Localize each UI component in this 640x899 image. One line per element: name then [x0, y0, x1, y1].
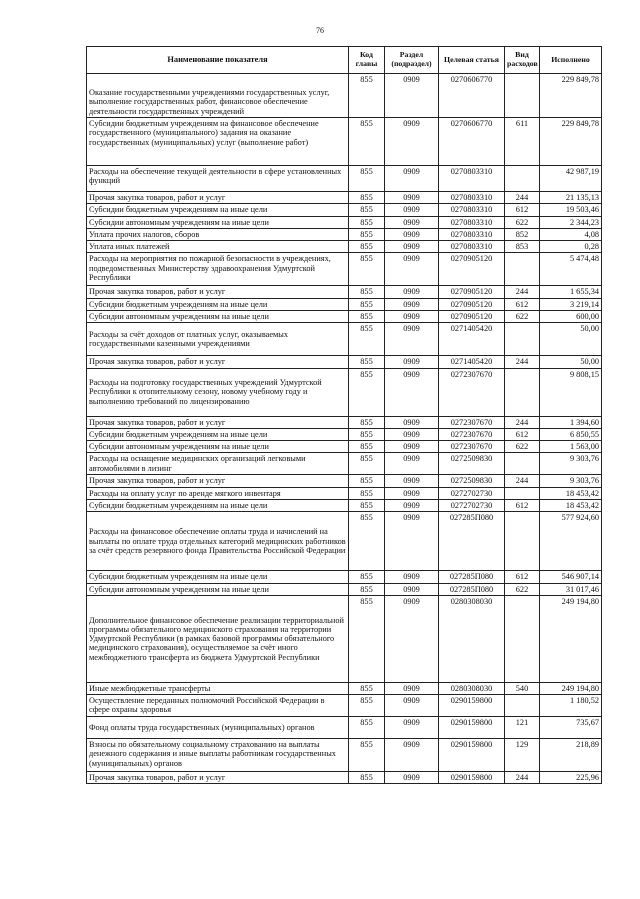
cell-name: Субсидии автономным учреждениям на иные цели: [87, 583, 349, 595]
cell-section: 0909: [385, 571, 439, 583]
cell-amount: 546 907,14: [540, 571, 602, 583]
cell-target: 0280308030: [439, 682, 505, 694]
cell-target: 0272702730: [439, 487, 505, 499]
cell-amount: 249 194,80: [540, 595, 602, 682]
cell-section: 0909: [385, 428, 439, 440]
cell-section: 0909: [385, 739, 439, 772]
cell-target: 0290159800: [439, 772, 505, 784]
cell-code: 855: [349, 717, 385, 739]
cell-target: 0270905120: [439, 286, 505, 298]
cell-section: 0909: [385, 74, 439, 118]
cell-target: 0270905120: [439, 253, 505, 286]
cell-name: Прочая закупка товаров, работ и услуг: [87, 772, 349, 784]
cell-amount: 229 849,78: [540, 74, 602, 118]
cell-target: 0270905120: [439, 298, 505, 310]
cell-amount: 218,89: [540, 739, 602, 772]
cell-target: 0270803310: [439, 166, 505, 192]
cell-name: Субсидии автономным учреждениям на иные цели: [87, 310, 349, 322]
cell-name: Субсидии бюджетным учреждениям на иные цели: [87, 499, 349, 511]
cell-target: 027285П080: [439, 512, 505, 571]
cell-section: 0909: [385, 512, 439, 571]
cell-type: 622: [505, 310, 540, 322]
cell-code: 855: [349, 204, 385, 216]
cell-amount: 3 219,14: [540, 298, 602, 310]
cell-name: Уплата иных платежей: [87, 241, 349, 253]
table-row: [87, 192, 602, 204]
cell-target: 0272307670: [439, 441, 505, 453]
cell-code: 855: [349, 228, 385, 240]
cell-type: [505, 453, 540, 475]
cell-name: Дополнительное финансовое обеспечение реализации территориальной программы обязательного медицинского страхования на территории Удмуртской Республики (в рамках базовой программы обязательного медицинского страхования), осуществляемое за счёт иного межбюджетного трансферта из бюджета Удмуртской Республики: [87, 595, 349, 682]
cell-target: 0270803310: [439, 241, 505, 253]
cell-amount: 1 563,00: [540, 441, 602, 453]
table-body: [87, 74, 602, 784]
table-row: [87, 441, 602, 453]
cell-type: 622: [505, 583, 540, 595]
cell-name: Субсидии бюджетным учреждениям на иные цели: [87, 571, 349, 583]
cell-name: Иные межбюджетные трансферты: [87, 682, 349, 694]
cell-code: 855: [349, 441, 385, 453]
cell-code: 855: [349, 571, 385, 583]
cell-name: Расходы на финансовое обеспечение оплаты труда и начислений на выплаты по оплате труда отдельных категорий медицинских работников за счёт средств резервного фонда Правительства Российской Федерации: [87, 512, 349, 571]
cell-target: 0272702730: [439, 499, 505, 511]
cell-amount: 1 180,52: [540, 695, 602, 717]
table-row: [87, 228, 602, 240]
cell-type: [505, 253, 540, 286]
cell-type: 244: [505, 192, 540, 204]
table-row: [87, 216, 602, 228]
table-row: [87, 74, 602, 118]
cell-section: 0909: [385, 453, 439, 475]
cell-name: Субсидии автономным учреждениям на иные цели: [87, 441, 349, 453]
cell-code: 855: [349, 368, 385, 416]
cell-name: Прочая закупка товаров, работ и услуг: [87, 475, 349, 487]
cell-target: 0290159800: [439, 695, 505, 717]
cell-amount: 225,96: [540, 772, 602, 784]
cell-amount: 5 474,48: [540, 253, 602, 286]
cell-section: 0909: [385, 717, 439, 739]
cell-name: Оказание государственными учреждениями государственных услуг, выполнение государственных работ, финансовое обеспечение деятельности государственных учреждений: [87, 74, 349, 118]
cell-target: 0271405420: [439, 323, 505, 356]
cell-type: 612: [505, 298, 540, 310]
cell-type: [505, 512, 540, 571]
cell-section: 0909: [385, 253, 439, 286]
cell-amount: 1 655,34: [540, 286, 602, 298]
cell-amount: 50,00: [540, 323, 602, 356]
table-row: [87, 286, 602, 298]
cell-section: 0909: [385, 204, 439, 216]
cell-name: Субсидии бюджетным учреждениям на финансовое обеспечение государственного (муниципального) задания на оказание государственных (муниципальных) услуг (выполнение работ): [87, 118, 349, 166]
table-row: [87, 416, 602, 428]
cell-target: 0272307670: [439, 368, 505, 416]
cell-amount: 0,28: [540, 241, 602, 253]
cell-amount: 21 135,13: [540, 192, 602, 204]
cell-code: 855: [349, 739, 385, 772]
table-row: [87, 487, 602, 499]
cell-amount: 1 394,60: [540, 416, 602, 428]
cell-section: 0909: [385, 499, 439, 511]
cell-type: 244: [505, 772, 540, 784]
cell-target: 0270606770: [439, 74, 505, 118]
cell-type: [505, 595, 540, 682]
cell-code: 855: [349, 595, 385, 682]
cell-amount: 577 924,60: [540, 512, 602, 571]
cell-code: 855: [349, 241, 385, 253]
cell-type: 612: [505, 571, 540, 583]
cell-name: Субсидии бюджетным учреждениям на иные цели: [87, 428, 349, 440]
cell-section: 0909: [385, 695, 439, 717]
table-row: [87, 475, 602, 487]
cell-type: [505, 74, 540, 118]
cell-section: 0909: [385, 241, 439, 253]
cell-amount: 735,67: [540, 717, 602, 739]
cell-target: 027285П080: [439, 571, 505, 583]
cell-code: 855: [349, 453, 385, 475]
cell-name: Расходы на оплату услуг по аренде мягкого инвентаря: [87, 487, 349, 499]
table-header-row: [87, 47, 602, 74]
cell-type: 612: [505, 499, 540, 511]
cell-section: 0909: [385, 682, 439, 694]
cell-section: 0909: [385, 583, 439, 595]
cell-target: 0272307670: [439, 428, 505, 440]
cell-section: 0909: [385, 118, 439, 166]
cell-code: 855: [349, 428, 385, 440]
cell-type: [505, 323, 540, 356]
cell-section: 0909: [385, 228, 439, 240]
cell-code: 855: [349, 475, 385, 487]
cell-amount: 9 808,15: [540, 368, 602, 416]
cell-name: Расходы за счёт доходов от платных услуг, оказываемых государственными казенными учреждениями: [87, 323, 349, 356]
cell-section: 0909: [385, 487, 439, 499]
table-row: [87, 499, 602, 511]
table-row: [87, 682, 602, 694]
cell-amount: 31 017,46: [540, 583, 602, 595]
table-row: [87, 571, 602, 583]
cell-amount: 249 194,80: [540, 682, 602, 694]
cell-name: Субсидии бюджетным учреждениям на иные цели: [87, 298, 349, 310]
cell-target: 0272509830: [439, 475, 505, 487]
cell-amount: 50,00: [540, 356, 602, 368]
cell-code: 855: [349, 253, 385, 286]
cell-code: 855: [349, 192, 385, 204]
cell-amount: 19 503,46: [540, 204, 602, 216]
table-row: [87, 310, 602, 322]
cell-type: 853: [505, 241, 540, 253]
cell-type: 622: [505, 441, 540, 453]
cell-code: 855: [349, 216, 385, 228]
cell-section: 0909: [385, 310, 439, 322]
table-row: [87, 356, 602, 368]
column-header-name: Наименование показателя: [87, 47, 349, 74]
cell-code: 855: [349, 74, 385, 118]
table-row: [87, 298, 602, 310]
cell-type: 611: [505, 118, 540, 166]
cell-name: Расходы на обеспечение текущей деятельности в сфере установленных функций: [87, 166, 349, 192]
cell-code: 855: [349, 512, 385, 571]
cell-type: 244: [505, 416, 540, 428]
cell-name: Уплата прочих налогов, сборов: [87, 228, 349, 240]
cell-section: 0909: [385, 772, 439, 784]
cell-type: 121: [505, 717, 540, 739]
table-row: [87, 512, 602, 571]
cell-code: 855: [349, 583, 385, 595]
cell-target: 0270803310: [439, 192, 505, 204]
column-header-target: Целевая статья: [439, 47, 505, 74]
cell-name: Прочая закупка товаров, работ и услуг: [87, 286, 349, 298]
cell-code: 855: [349, 286, 385, 298]
cell-section: 0909: [385, 595, 439, 682]
cell-section: 0909: [385, 286, 439, 298]
cell-type: 612: [505, 204, 540, 216]
cell-type: 244: [505, 475, 540, 487]
cell-name: Осуществление переданных полномочий Российской Федерации в сфере охраны здоровья: [87, 695, 349, 717]
cell-name: Расходы на оснащение медицинских организаций легковыми автомобилями в лизинг: [87, 453, 349, 475]
cell-type: [505, 695, 540, 717]
cell-code: 855: [349, 682, 385, 694]
table-row: [87, 717, 602, 739]
table-row: [87, 453, 602, 475]
cell-target: 0270905120: [439, 310, 505, 322]
table-row: [87, 204, 602, 216]
cell-name: Взносы по обязательному социальному страхованию на выплаты денежного содержания и иные выплаты работникам государственных (муниципальных) органов: [87, 739, 349, 772]
cell-section: 0909: [385, 368, 439, 416]
cell-amount: 600,00: [540, 310, 602, 322]
cell-code: 855: [349, 695, 385, 717]
cell-code: 855: [349, 772, 385, 784]
table-row: [87, 583, 602, 595]
table-row: [87, 241, 602, 253]
cell-name: Субсидии бюджетным учреждениям на иные цели: [87, 204, 349, 216]
cell-section: 0909: [385, 323, 439, 356]
cell-type: 244: [505, 356, 540, 368]
table-row: [87, 118, 602, 166]
cell-amount: 18 453,42: [540, 487, 602, 499]
cell-name: Расходы на мероприятия по пожарной безопасности в учреждениях, подведомственных Министерству здравоохранения Удмуртской Республики: [87, 253, 349, 286]
table-row: [87, 253, 602, 286]
cell-section: 0909: [385, 216, 439, 228]
cell-type: [505, 368, 540, 416]
cell-name: Субсидии автономным учреждениям на иные цели: [87, 216, 349, 228]
cell-amount: 2 344,23: [540, 216, 602, 228]
cell-amount: 42 987,19: [540, 166, 602, 192]
cell-section: 0909: [385, 192, 439, 204]
column-header-amount: Исполнено: [540, 47, 602, 74]
cell-section: 0909: [385, 166, 439, 192]
cell-target: 0270803310: [439, 216, 505, 228]
cell-target: 027285П080: [439, 583, 505, 595]
expenditure-table: [86, 46, 602, 784]
table-row: [87, 595, 602, 682]
cell-section: 0909: [385, 416, 439, 428]
cell-type: [505, 166, 540, 192]
cell-code: 855: [349, 416, 385, 428]
cell-code: 855: [349, 499, 385, 511]
table-row: [87, 772, 602, 784]
cell-name: Прочая закупка товаров, работ и услуг: [87, 192, 349, 204]
table-row: [87, 428, 602, 440]
table-row: [87, 739, 602, 772]
table-row: [87, 695, 602, 717]
cell-type: [505, 487, 540, 499]
cell-type: 540: [505, 682, 540, 694]
cell-target: 0270606770: [439, 118, 505, 166]
cell-section: 0909: [385, 298, 439, 310]
cell-target: 0270803310: [439, 228, 505, 240]
cell-target: 0290159800: [439, 739, 505, 772]
cell-target: 0272509830: [439, 453, 505, 475]
cell-target: 0272307670: [439, 416, 505, 428]
cell-amount: 4,08: [540, 228, 602, 240]
cell-code: 855: [349, 118, 385, 166]
cell-section: 0909: [385, 441, 439, 453]
page-number: 76: [316, 26, 324, 35]
cell-amount: 18 453,42: [540, 499, 602, 511]
column-header-section: Раздел (подраздел): [385, 47, 439, 74]
cell-code: 855: [349, 323, 385, 356]
cell-code: 855: [349, 310, 385, 322]
cell-code: 855: [349, 298, 385, 310]
cell-target: 0271405420: [439, 356, 505, 368]
cell-amount: 9 303,76: [540, 453, 602, 475]
cell-amount: 229 849,78: [540, 118, 602, 166]
cell-type: 129: [505, 739, 540, 772]
cell-amount: 9 303,76: [540, 475, 602, 487]
cell-name: Фонд оплаты труда государственных (муниципальных) органов: [87, 717, 349, 739]
cell-section: 0909: [385, 475, 439, 487]
cell-target: 0280308030: [439, 595, 505, 682]
cell-target: 0290159800: [439, 717, 505, 739]
cell-type: 612: [505, 428, 540, 440]
cell-code: 855: [349, 166, 385, 192]
cell-target: 0270803310: [439, 204, 505, 216]
cell-name: Прочая закупка товаров, работ и услуг: [87, 356, 349, 368]
table-row: [87, 368, 602, 416]
cell-name: Прочая закупка товаров, работ и услуг: [87, 416, 349, 428]
cell-type: 622: [505, 216, 540, 228]
cell-type: 244: [505, 286, 540, 298]
column-header-type: Вид расходов: [505, 47, 540, 74]
column-header-code: Код главы: [349, 47, 385, 74]
cell-section: 0909: [385, 356, 439, 368]
cell-name: Расходы на подготовку государственных учреждений Удмуртской Республики к отопительному сезону, новому учебному году и выполнению требований по лицензированию: [87, 368, 349, 416]
table-row: [87, 166, 602, 192]
cell-amount: 6 850,55: [540, 428, 602, 440]
cell-code: 855: [349, 487, 385, 499]
cell-type: 852: [505, 228, 540, 240]
table-row: [87, 323, 602, 356]
cell-code: 855: [349, 356, 385, 368]
